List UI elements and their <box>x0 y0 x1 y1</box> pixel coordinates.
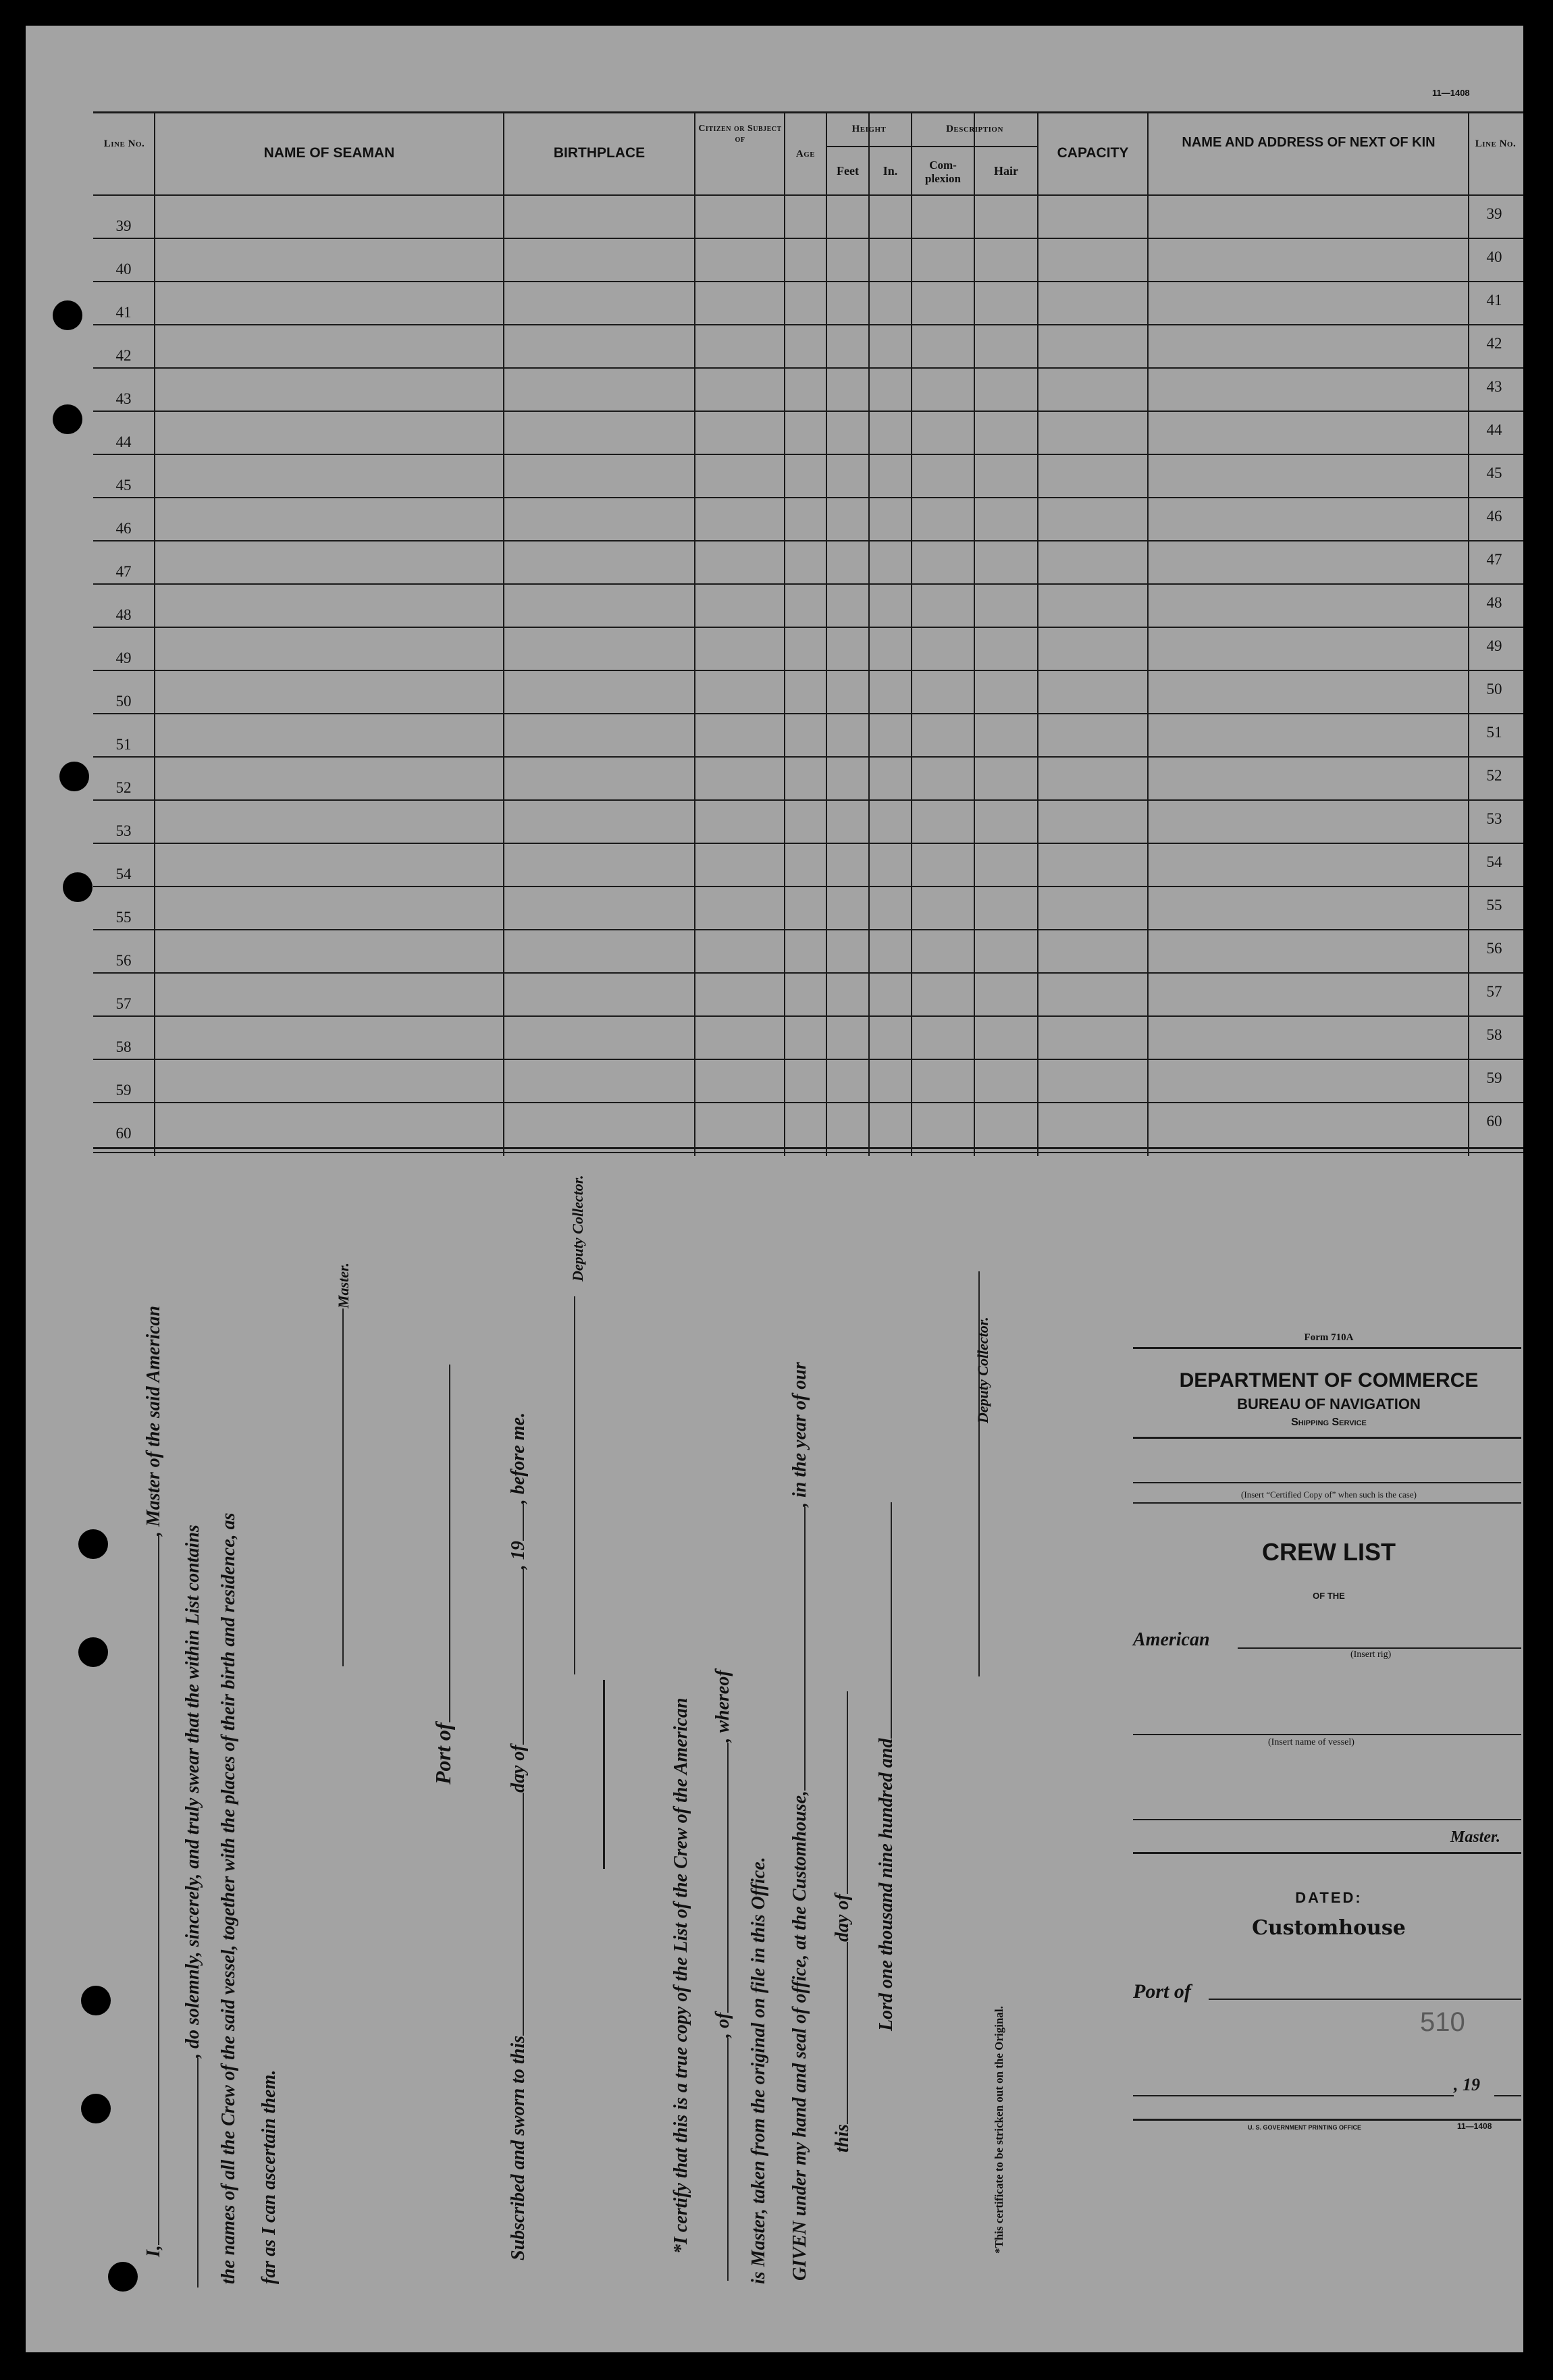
punch-hole <box>53 404 82 434</box>
subscribed-label: Subscribed and sworn to this <box>508 2036 529 2260</box>
punch-hole <box>53 300 82 330</box>
line-number: 50 <box>115 693 132 710</box>
line-number-right: 52 <box>1486 767 1502 784</box>
cover-form-number: 11—1408 <box>1457 2121 1492 2131</box>
header-complexion: Com-plexion <box>925 159 961 185</box>
line-number-right: 41 <box>1486 292 1502 309</box>
header-citizen: Citizen or Subject of <box>698 124 782 144</box>
customhouse: Customhouse <box>1252 1916 1406 1940</box>
line-number: 45 <box>115 477 132 494</box>
line-number: 46 <box>115 520 132 537</box>
certificate-footnote: *This certificate to be stricken out on the Original. <box>993 2006 1005 2254</box>
line-number-right: 46 <box>1486 508 1502 525</box>
line-number: 47 <box>115 563 132 580</box>
certify-deputy-collector: Deputy Collector. <box>974 1317 991 1423</box>
table-row-rule <box>93 713 1523 714</box>
line-number: 44 <box>115 433 132 450</box>
table-row-rule <box>93 627 1523 628</box>
line-number: 48 <box>115 606 132 623</box>
line-number: 53 <box>115 822 132 839</box>
punch-hole <box>81 1986 111 2015</box>
line-number-right: 57 <box>1486 983 1502 1000</box>
punch-hole <box>59 762 89 791</box>
certify-line-6: Lord one thousand nine hundred and <box>876 1738 897 2031</box>
line-number: 56 <box>115 952 132 969</box>
table-row-rule <box>93 1102 1523 1103</box>
oath-line-2: , do solemnly, sincerely, and truly swear that the within List contains <box>182 1525 203 2058</box>
table-row-rule <box>93 281 1523 282</box>
punch-hole <box>81 2094 111 2123</box>
printer-imprint: U. S. GOVERNMENT PRINTING OFFICE <box>1248 2124 1362 2131</box>
table-row-rule <box>93 367 1523 369</box>
line-number-right: 60 <box>1486 1113 1502 1130</box>
table-row-rule <box>93 929 1523 930</box>
dated-label: DATED: <box>1295 1889 1363 1906</box>
table-row-rule <box>93 583 1523 585</box>
line-number-right: 44 <box>1486 421 1502 438</box>
crew-table <box>93 111 1523 1156</box>
line-number: 51 <box>115 736 132 753</box>
header-hair: Hair <box>994 164 1018 178</box>
shipping-service: Shipping Service <box>1291 1417 1367 1428</box>
certify-line-1: *I certify that this is a true copy of the List of the Crew of the American <box>670 1697 691 2254</box>
header-line-no: Line No. <box>103 138 145 149</box>
cover-panel <box>1133 1332 1523 2217</box>
cover-master: Master. <box>1450 1828 1501 1846</box>
header-next-of-kin: NAME AND ADDRESS OF NEXT OF KIN <box>1182 135 1436 150</box>
line-number-right: 40 <box>1486 248 1502 265</box>
line-number: 54 <box>115 866 132 882</box>
header-age: Age <box>795 149 816 159</box>
line-number-right: 47 <box>1486 551 1502 568</box>
line-number: 57 <box>115 995 132 1012</box>
line-number-right: 43 <box>1486 378 1502 395</box>
cover-year: , 19 <box>1454 2075 1480 2094</box>
american-label: American <box>1133 1629 1210 1650</box>
insert-vessel-name: (Insert name of vessel) <box>1268 1737 1354 1747</box>
table-row-rule <box>93 886 1523 887</box>
oath-line-3: the names of all the Crew of the said vessel, together with the places of their birth and residence, as <box>218 1512 239 2284</box>
line-number-right: 55 <box>1486 897 1502 914</box>
department: DEPARTMENT OF COMMERCE <box>1179 1369 1479 1392</box>
line-number: 41 <box>115 304 132 321</box>
line-number: 59 <box>115 1082 132 1099</box>
punch-hole <box>78 1529 108 1559</box>
line-number-right: 42 <box>1486 335 1502 352</box>
header-birthplace: BIRTHPLACE <box>553 145 646 161</box>
header-name-of-seaman: NAME OF SEAMAN <box>263 145 395 161</box>
table-row-rule <box>93 756 1523 758</box>
table-row-rule <box>93 238 1523 239</box>
table-row-rule <box>93 843 1523 844</box>
table-row-rule <box>93 324 1523 325</box>
table-row-rule <box>93 540 1523 541</box>
crew-list-title: CREW LIST <box>1262 1538 1396 1566</box>
line-number: 60 <box>115 1125 132 1142</box>
line-number-right: 49 <box>1486 637 1502 654</box>
line-number: 42 <box>115 347 132 364</box>
table-row-rule <box>93 1015 1523 1017</box>
header-capacity: CAPACITY <box>1057 145 1129 161</box>
line-number: 52 <box>115 779 132 796</box>
of-the: OF THE <box>1313 1591 1345 1601</box>
header-line-no-right: Line No. <box>1475 138 1517 149</box>
header-inches: In. <box>883 164 898 178</box>
line-number-right: 48 <box>1486 594 1502 611</box>
line-number-right: 51 <box>1486 724 1502 741</box>
line-number-right: 39 <box>1486 205 1502 222</box>
line-number-right: 56 <box>1486 940 1502 957</box>
punch-hole <box>108 2262 138 2292</box>
form-710a: Form 710A <box>1304 1332 1354 1343</box>
line-number-right: 53 <box>1486 810 1502 827</box>
table-row-rule <box>93 1059 1523 1060</box>
line-number-right: 50 <box>1486 681 1502 697</box>
header-feet: Feet <box>837 164 859 178</box>
punch-hole <box>78 1637 108 1667</box>
oath-line-4: far as I can ascertain them. <box>259 2069 280 2284</box>
header-height: Height <box>851 124 887 134</box>
line-number: 58 <box>115 1038 132 1055</box>
line-number: 49 <box>115 650 132 666</box>
header-description: Description <box>946 124 1003 134</box>
line-number-right: 45 <box>1486 465 1502 481</box>
certify-line-3: is Master, taken from the original on file in this Office. <box>748 1857 769 2284</box>
line-number-right: 54 <box>1486 853 1502 870</box>
bureau: BUREAU OF NAVIGATION <box>1237 1396 1421 1412</box>
master-label: Master. <box>335 1263 352 1308</box>
table-row-rule <box>93 411 1523 412</box>
stamp-number: 510 <box>1420 2007 1465 2037</box>
line-number-right: 59 <box>1486 1069 1502 1086</box>
deputy-collector-label: Deputy Collector. <box>569 1175 586 1281</box>
table-row-rule <box>93 972 1523 974</box>
insert-copy-note: (Insert “Certified Copy of” when such is the case) <box>1241 1489 1417 1500</box>
line-number: 55 <box>115 909 132 926</box>
line-number-right: 58 <box>1486 1026 1502 1043</box>
cover-port-of: Port of <box>1133 1980 1191 2003</box>
form-number: 11—1408 <box>1432 88 1470 98</box>
oath-line-1: , Master of the said American <box>143 1305 164 1537</box>
insert-rig: (Insert rig) <box>1350 1649 1392 1660</box>
line-number: 39 <box>115 217 132 234</box>
table-row-rule <box>93 670 1523 671</box>
table-row-rule <box>93 454 1523 455</box>
form-sheet: 11—1408 Line No. NAME OF SEAMAN BIRTHPLACE Citizen or Subject of Age Height Feet In. Description Com-plexion Hair CAPACITY NAME AND ADDRESS OF NEXT OF KIN Line No. 39 39 40 40 41 41 42 42 43 43 44 44 45 45 46 46 47 47 48 48 49 49 50 50 51 51 52 52 53 53 54 54 55 55 56 56 57 57 58 58 59 59 60 60 I,, Master of the said American , do solemnly, sincerely, and truly swear that the within List contains the names of all the Crew of the said vessel, together with the places of their birth and residence, as far as I can ascertain them. Master. Port of Subscribed and sworn to thisday of, 19, before me. Deputy Collector. *I certify that this is a true copy of the List of the Crew of the American , of, whereof is Master, taken from the original on file in this Office. GIVEN under my hand and seal of office, at the Customhouse,, in the year of our thisday of Lord one thousand nine hundred and Deputy Collector. *This certificate to be stricken out on the Original. Form 710A DEPARTMENT OF COMMERCE BUREAU OF NAVIGATION Shipping Service (Insert “Certified Copy of” when such is the case) CREW LIST OF THE American (Insert rig) (Insert name of vessel) Master. DATED: Customhouse Port of 510 , 19 U. S. GOVERNMENT PRINTING OFFICE 11—1408 <box>26 26 1523 2352</box>
punch-hole <box>63 872 93 902</box>
table-row-rule <box>93 799 1523 801</box>
table-row-rule <box>93 497 1523 498</box>
line-number: 40 <box>115 261 132 277</box>
port-of-label: Port of <box>431 1722 455 1784</box>
line-number: 43 <box>115 390 132 407</box>
